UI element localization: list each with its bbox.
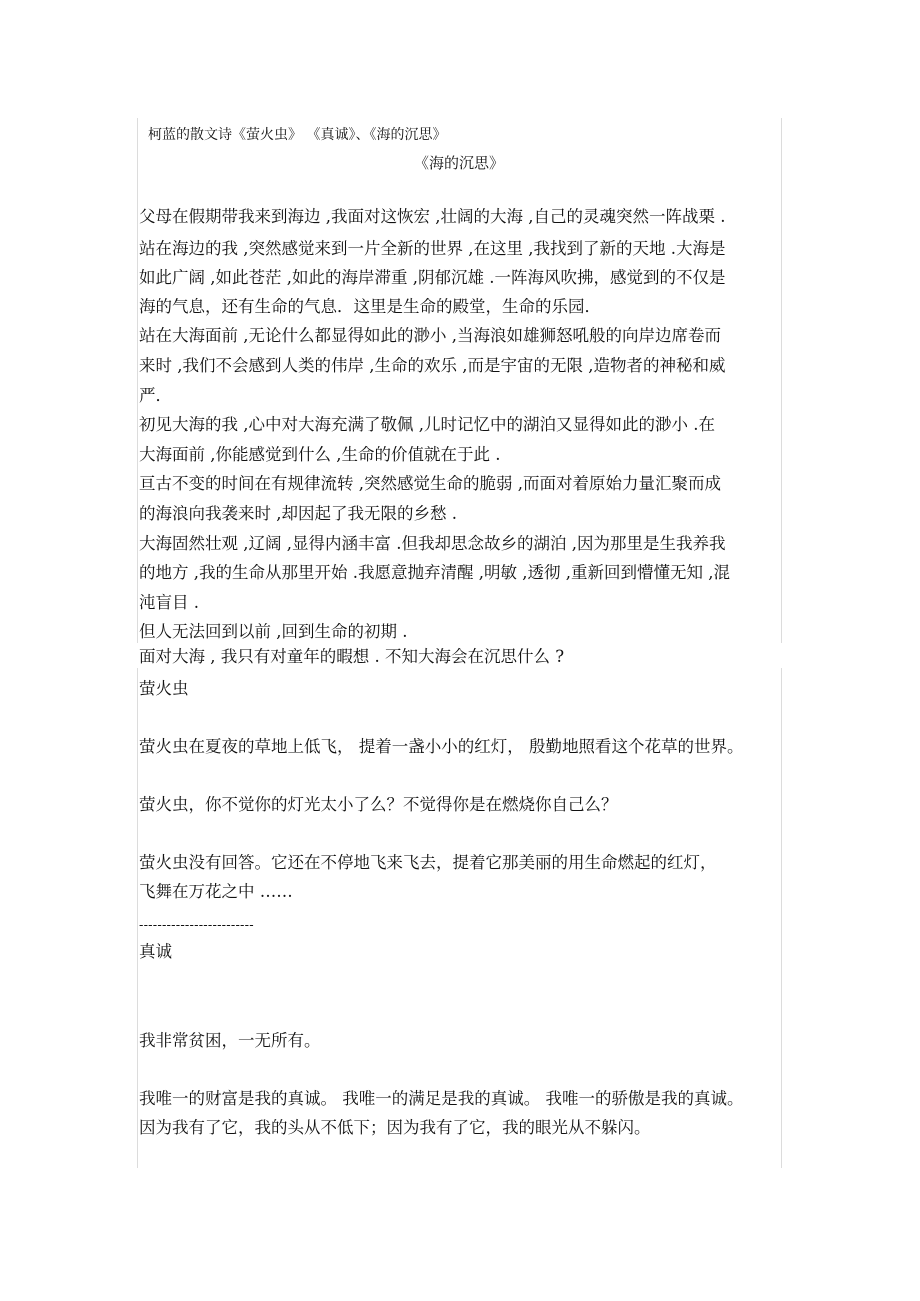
right-rule-top: [781, 118, 782, 643]
sea-line-15: 但人无法回到以前 ,回到生命的初期 .: [139, 622, 408, 641]
left-rule-bottom: [137, 668, 138, 1168]
document-subtitle: 柯蓝的散文诗《萤火虫》 《真诚》、《海的沉思》: [148, 127, 447, 143]
sea-line-4: 海的气息，还有生命的气息．这里是生命的殿堂，生命的乐园．: [139, 297, 601, 316]
sincere-paragraph-2a: 我唯一的财富是我的真诚。 我唯一的满足是我的真诚。 我唯一的骄傲是我的真诚。: [139, 1089, 744, 1108]
section-divider: -------------------------: [139, 918, 254, 933]
sea-line-10: 亘古不变的时间在有规律流转 ,突然感觉生命的脆弱 ,而面对着原始力量汇聚而成: [139, 474, 721, 493]
sincere-title: 真诚: [139, 942, 172, 961]
firefly-paragraph-2: 萤火虫，你不觉你的灯光太小了么？不觉得你是在燃烧你自己么？: [139, 795, 618, 814]
sea-line-12: 大海固然壮观 ,辽阔 ,显得内涵丰富 .但我却思念故乡的湖泊 ,因为那里是生我养我: [139, 534, 726, 553]
firefly-paragraph-3b: 飞舞在万花之中 ……: [139, 882, 293, 901]
left-rule-top: [137, 118, 138, 643]
sea-line-6: 来时 ,我们不会感到人类的伟岸 ,生命的欢乐 ,而是宇宙的无限 ,造物者的神秘和威: [139, 356, 726, 375]
sea-line-14: 沌盲目 .: [139, 593, 199, 612]
sea-line-8: 初见大海的我 ,心中对大海充满了敬佩 ,儿时记忆中的湖泊又显得如此的渺小 .在: [139, 415, 715, 434]
sea-line-9: 大海面前 ,你能感觉到什么 ,生命的价值就在于此 .: [139, 445, 501, 464]
firefly-paragraph-3a: 萤火虫没有回答。它还在不停地飞来飞去，提着它那美丽的用生命燃起的红灯，: [139, 853, 717, 872]
sea-line-3: 如此广阔 ,如此苍茫 ,如此的海岸滞重 ,阴郁沉雄 .一阵海风吹拂，感觉到的不仅是: [139, 268, 726, 287]
sincere-paragraph-2b: 因为我有了它，我的头从不低下；因为我有了它，我的眼光从不躲闪。: [139, 1118, 651, 1137]
sea-line-11: 的海浪向我袭来时 ,却因起了我无限的乡愁 .: [139, 504, 457, 523]
sea-line-13: 的地方 ,我的生命从那里开始 .我愿意抛弃清醒 ,明敏 ,透彻 ,重新回到懵懂无知 ,混: [139, 563, 730, 582]
document-title: 《海的沉思》: [414, 154, 505, 172]
firefly-title: 萤火虫: [139, 679, 189, 698]
firefly-paragraph-1: 萤火虫在夏夜的草地上低飞， 提着一盏小小的红灯， 殷勤地照看这个花草的世界。: [139, 737, 744, 756]
sea-line-5: 站在大海面前 ,无论什么都显得如此的渺小 ,当海浪如雄狮怒吼般的向岸边席卷而: [139, 326, 721, 345]
sea-line-2: 站在海边的我 ,突然感觉来到一片全新的世界 ,在这里 ,我找到了新的天地 .大海是: [139, 239, 726, 258]
right-rule-bottom: [781, 668, 782, 1168]
sea-line-16: 面对大海 , 我只有对童年的暇想 . 不知大海会在沉思什么 ?: [139, 647, 565, 666]
sea-line-7: 严．: [139, 386, 172, 405]
sincere-paragraph-1: 我非常贫困，一无所有。: [139, 1031, 321, 1050]
sea-line-1: 父母在假期带我来到海边 ,我面对这恢宏 ,壮阔的大海 ,自己的灵魂突然一阵战栗 .: [139, 207, 726, 226]
